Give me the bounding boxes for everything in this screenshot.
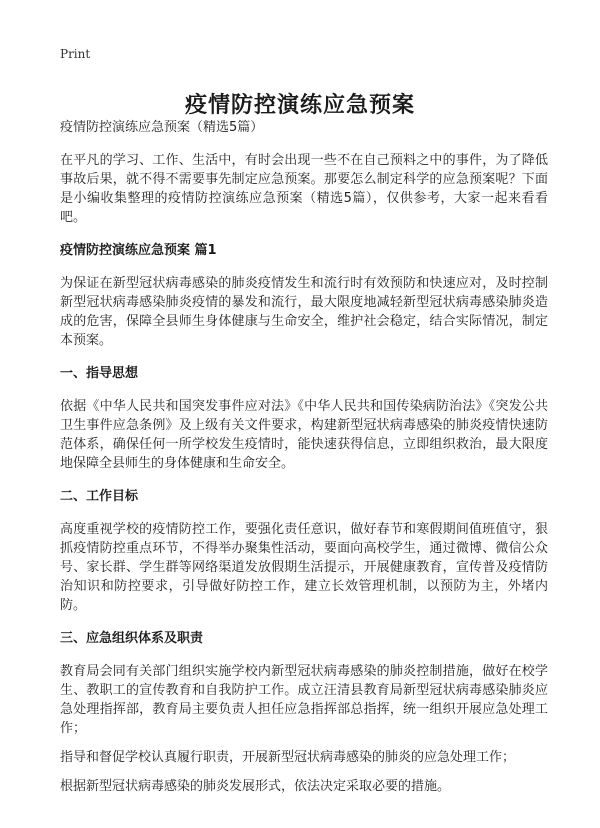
- section-heading-organization: 三、应急组织体系及职责: [60, 631, 204, 646]
- section-body-organization: 教育局会同有关部门组织实施学校内新型冠状病毒感染的肺炎控制措施，做好在校学生、教职工的宣传教育和自我防护工作。成立汪清县教育局新型冠状病毒感染肺炎应急处理指挥部，教育局主要负责人担任应急指挥部总指挥，统一组织开展应急处理工作；: [60, 664, 548, 736]
- part-heading: 疫情防控演练应急预案 篇1: [60, 243, 217, 258]
- document-body: [60, 118, 548, 806]
- print-link[interactable]: Print: [60, 47, 91, 61]
- part-intro-paragraph: 为保证在新型冠状病毒感染的肺炎疫情发生和流行时有效预防和快速应对，及时控制新型冠状病毒感染肺炎疫情的暴发和流行，最大限度地减轻新型冠状病毒感染肺炎造成的危害，保障全县师生身体健康与生命安全，维护社会稳定，结合实际情况，制定本预案。: [60, 276, 548, 348]
- section-heading-guiding-ideology: 一、指导思想: [60, 366, 139, 381]
- intro-paragraph: 在平凡的学习、工作、生活中，有时会出现一些不在自己预料之中的事件，为了降低事故后果，就不得不需要事先制定应急预案。那要怎么制定科学的应急预案呢？下面是小编收集整理的疫情防控演练应急预案（精选5篇），仅供参考，大家一起来看看吧。: [60, 153, 548, 225]
- section-body-guiding-ideology: 依据《中华人民共和国突发事件应对法》《中华人民共和国传染病防治法》《突发公共卫生事件应急条例》及上级有关文件要求，构建新型冠状病毒感染的肺炎疫情快速防范体系，确保任何一所学校发生疫情时，能快速获得信息，立即组织救治，最大限度地保障全县师生的身体健康和生命安全。: [60, 399, 548, 471]
- section-heading-work-goals: 二、工作目标: [60, 489, 139, 504]
- extra-paragraph: 根据新型冠状病毒感染的肺炎发展形式，依法决定采取必要的措施。: [60, 779, 451, 794]
- document-subtitle: 疫情防控演练应急预案（精选5篇）: [60, 120, 264, 135]
- page-title: 疫情防控演练应急预案: [184, 92, 415, 118]
- extra-paragraph: 指导和督促学校认真履行职责，开展新型冠状病毒感染的肺炎的应急处理工作；: [60, 750, 516, 765]
- section-body-work-goals: 高度重视学校的疫情防控工作，要强化责任意识，做好春节和寒假期间值班值守，狠抓疫情防控重点环节，不得举办聚集性活动，要面向高校学生，通过微博、微信公众号、家长群、学生群等网络渠道发放假期生活提示，开展健康教育，宣传普及疫情防治知识和防控要求，引导做好防控工作，建立长效管理机制，以预防为主，外堵内防。: [60, 522, 548, 613]
